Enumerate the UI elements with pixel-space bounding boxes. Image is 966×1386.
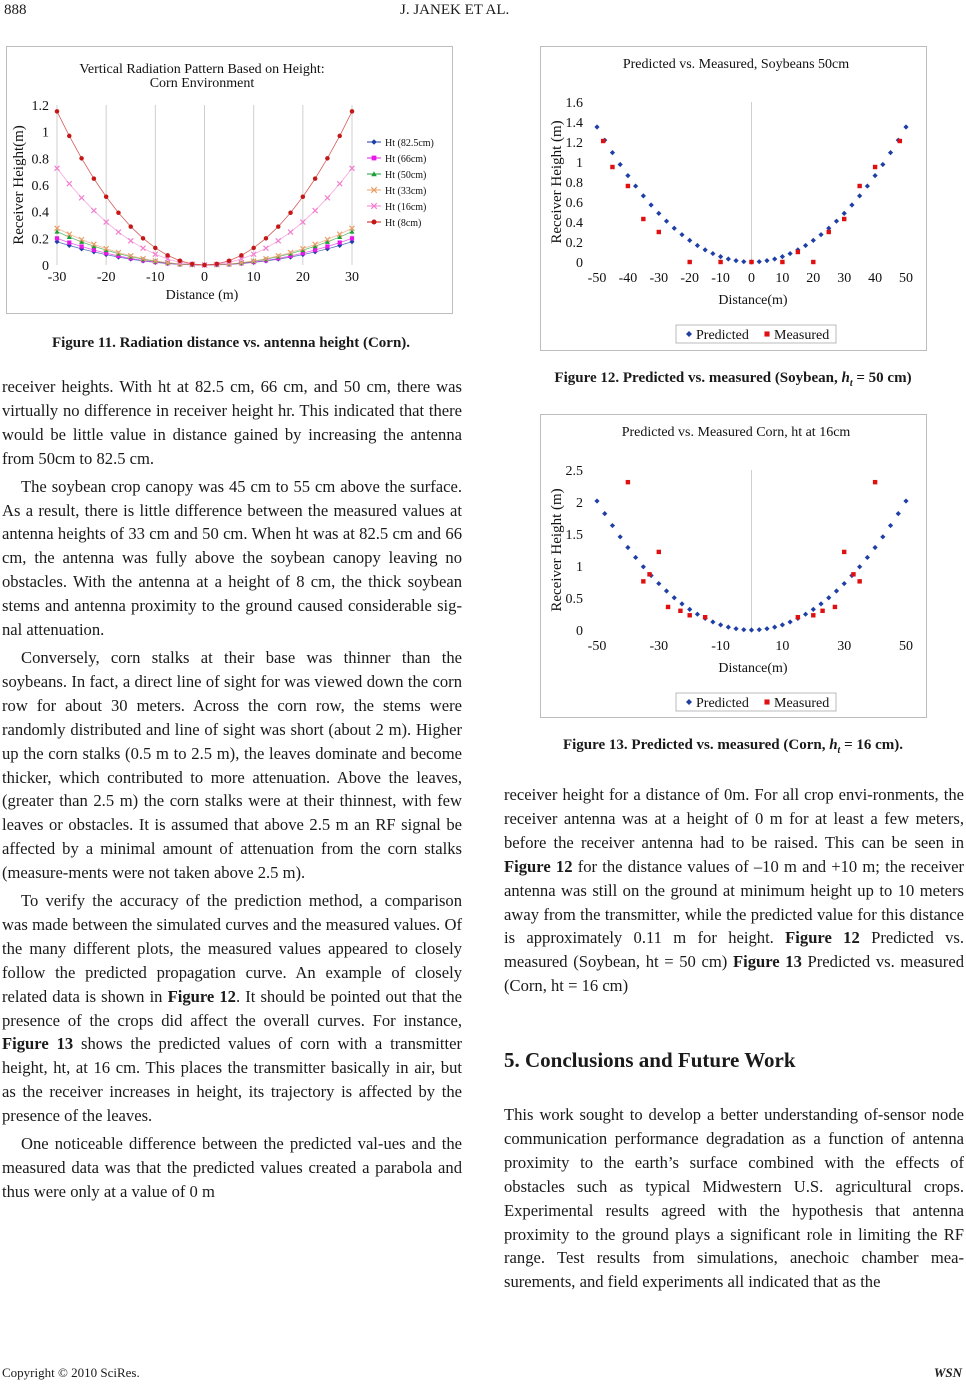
measured-point <box>780 260 784 264</box>
data-point <box>79 156 84 161</box>
data-point <box>190 262 195 267</box>
y-tick-label: 0 <box>576 624 583 639</box>
y-tick-label: 1.2 <box>565 136 583 151</box>
measured-point <box>796 250 800 254</box>
predicted-point <box>679 232 684 237</box>
legend-marker <box>371 139 377 145</box>
chart-title: Corn Environment <box>149 76 255 91</box>
legend-label: Ht (82.5cm) <box>385 138 434 149</box>
predicted-point <box>648 202 653 207</box>
data-point <box>276 224 281 229</box>
predicted-point <box>842 211 847 216</box>
right-column-2 <box>504 1103 964 1294</box>
predicted-point <box>602 511 607 516</box>
y-axis-label: Receiver Height(m) <box>11 125 27 245</box>
data-point <box>288 230 293 235</box>
predicted-point <box>888 150 893 155</box>
caption-var: h <box>829 737 838 753</box>
predicted-point <box>633 555 638 560</box>
x-tick-label: 30 <box>837 639 852 654</box>
measured-point <box>687 613 691 617</box>
paragraph: Conversely, corn stalks at their base was thinner than the soybeans. In fact, a direct line of sight for was viewed down the corn row for about 30 meters. Across the corn row, the stems were randomly distributed and line of sight was short (about 2 m). Higher up the corn stalks (0.5 m to 2.5 m), the leaves dominate and become thicker, which contributed to more attenuation. Above the leaves, (greater than 2.5 m) the corn stalks were at their thinnest, with few leaves or obstacles. It is assumed that above 2.5 m an RF signal be affected by a minimal amount of attenuation from the corn stalks (measure-ments were not taken above 2.5 m). <box>2 647 462 883</box>
data-point <box>67 134 72 139</box>
x-tick-label: 0 <box>201 270 208 285</box>
caption-text-end: = 16 cm). <box>840 737 904 753</box>
data-point <box>338 240 342 244</box>
caption-var: h <box>841 370 850 386</box>
measured-point <box>898 139 902 143</box>
predicted-point <box>757 627 762 632</box>
x-tick-label: 10 <box>775 639 790 654</box>
figure-12-chart <box>541 47 926 350</box>
predicted-point <box>780 622 785 627</box>
data-point <box>116 230 121 235</box>
paragraph <box>504 783 964 998</box>
predicted-point <box>865 555 870 560</box>
figure-ref[interactable]: Figure 12 <box>167 986 236 1006</box>
x-tick-label: -50 <box>587 271 607 286</box>
x-tick-label: 0 <box>748 271 755 286</box>
predicted-point <box>664 588 669 593</box>
predicted-point <box>880 534 885 539</box>
predicted-point <box>726 256 731 261</box>
y-tick-label: 0.6 <box>31 179 49 194</box>
caption-text-end: = 50 cm) <box>852 370 912 386</box>
data-point <box>79 195 84 200</box>
data-point <box>215 262 220 267</box>
data-point <box>91 208 96 213</box>
data-point <box>239 253 244 258</box>
x-tick-label: 50 <box>899 639 913 654</box>
measured-point <box>857 184 861 188</box>
measured-point <box>811 613 815 617</box>
figure-ref[interactable]: Figure 13 <box>2 1034 74 1054</box>
x-tick-label: -30 <box>47 270 67 285</box>
measured-point <box>820 609 824 613</box>
predicted-point <box>641 564 646 569</box>
paragraph: The soybean crop canopy was 45 cm to 55 cm above the surface. As a result, there is little difference between the measured values at antenna heights of 33 cm and 50 cm. When ht was at 82.5 cm and 66 cm, the antenna was fully above the soybean canopy leaving no obstacles. With the antenna at a height of 8 cm, the thick soybean stems and antenna proximity to the ground caused considerable sig-nal attenuation. <box>2 476 462 640</box>
data-point <box>263 246 268 251</box>
data-point <box>202 263 207 268</box>
data-point <box>350 236 354 240</box>
x-tick-label: -20 <box>96 270 116 285</box>
predicted-point <box>903 124 908 129</box>
figure-ref[interactable]: Figure 12 <box>504 856 573 876</box>
x-tick-label: 30 <box>345 270 359 285</box>
text-run: receiver height for a distance of 0m. For all crop envi-ronments, the receiver antenna was at a height of 0 m for at least a few meters, before the receiver antenna had to be raised. This can be seen in <box>504 785 964 852</box>
predicted-point <box>842 581 847 586</box>
x-tick-label: -30 <box>649 639 669 654</box>
y-tick-label: 0 <box>576 256 583 271</box>
caption-sub: t <box>837 745 841 756</box>
predicted-point <box>726 624 731 629</box>
x-axis-label: Distance(m) <box>718 661 788 676</box>
caption-text: Figure 13. Predicted vs. measured (Corn, <box>562 737 830 753</box>
legend-label: Measured <box>774 696 830 711</box>
legend-label: Ht (66cm) <box>385 154 427 165</box>
caption-sub: t <box>849 378 853 389</box>
measured-point <box>610 165 614 169</box>
predicted-point <box>656 211 661 216</box>
legend-marker <box>371 219 376 224</box>
figure-ref[interactable]: Figure 13 <box>732 952 802 972</box>
measured-point <box>857 579 861 583</box>
y-axis-label: Receiver Height (m) <box>549 488 565 612</box>
measured-point <box>601 139 605 143</box>
footer-copyright: Copyright © 2010 SciRes. <box>2 1365 140 1380</box>
predicted-point <box>695 612 700 617</box>
footer-journal: WSN <box>933 1365 962 1380</box>
predicted-point <box>873 545 878 550</box>
measured-point <box>827 230 831 234</box>
measured-point <box>657 230 661 234</box>
predicted-point <box>772 624 777 629</box>
data-point <box>313 208 318 213</box>
data-point <box>92 176 97 181</box>
paragraph: receiver heights. With ht at 82.5 cm, 66 cm, and 50 cm, there was virtually no difference in receiver height hr. This indicated that there would be little value in distance gained by increasing the antenna from 50cm to 82.5 cm. <box>2 377 462 468</box>
x-tick-label: 50 <box>899 271 913 286</box>
measured-point <box>641 579 645 583</box>
predicted-point <box>733 626 738 631</box>
y-tick-label: 0.8 <box>31 152 49 168</box>
predicted-point <box>594 498 599 503</box>
predicted-point <box>718 254 723 259</box>
data-point <box>337 181 342 186</box>
predicted-point <box>741 259 746 264</box>
predicted-point <box>695 243 700 248</box>
legend-label: Measured <box>774 328 830 343</box>
predicted-point <box>834 588 839 593</box>
predicted-point <box>857 564 862 569</box>
predicted-point <box>703 247 708 252</box>
figure-13-caption <box>500 737 966 756</box>
data-point <box>129 224 134 229</box>
data-point <box>251 246 256 251</box>
legend-marker <box>764 331 769 336</box>
data-point <box>313 176 318 181</box>
data-point <box>141 246 146 251</box>
measured-point <box>626 184 630 188</box>
measured-point <box>873 165 877 169</box>
text-run: . It should be pointed out that the presence of the crops did affect the overall curves. For instance, <box>2 986 463 1030</box>
y-tick-label: 0.4 <box>565 216 583 231</box>
measured-point <box>657 550 661 554</box>
predicted-point <box>625 173 630 178</box>
predicted-point <box>749 627 754 632</box>
predicted-point <box>618 534 623 539</box>
x-tick-label: 20 <box>806 271 821 286</box>
predicted-point <box>679 601 684 606</box>
chart-title: Vertical Radiation Pattern Based on Height: <box>79 62 325 77</box>
predicted-point <box>687 607 692 612</box>
x-tick-label: -10 <box>145 270 165 285</box>
data-point <box>325 244 329 248</box>
predicted-point <box>610 150 615 155</box>
predicted-point <box>788 251 793 256</box>
data-point <box>325 156 330 161</box>
x-tick-label: -50 <box>587 639 607 654</box>
data-point <box>67 240 71 244</box>
predicted-point <box>664 219 669 224</box>
data-point <box>276 238 281 243</box>
legend-marker <box>764 699 769 704</box>
text-run: Predicted vs. measured (Corn, ht = 16 cm) <box>504 952 964 996</box>
y-tick-label: 0.5 <box>565 592 583 607</box>
y-tick-label: 1.5 <box>565 528 583 543</box>
predicted-point <box>633 183 638 188</box>
paragraph: This work sought to develop a better understanding of-sensor node communication performance degradation as a function of antenna proximity to the earth’s surface combined with the effects of obstacles such as typical Midwestern U.S. agricultural crops. Experimental results agreed with the hypothesis that antenna proximity to the ground plays a significant role in limiting the RF range. Test results from simulations, anechoic chamber mea-surements, and field experiments all indicated that as the <box>504 1105 964 1292</box>
y-tick-label: 1 <box>576 156 583 171</box>
predicted-point <box>687 238 692 243</box>
data-point <box>104 194 109 199</box>
measured-point <box>626 480 630 484</box>
measured-point <box>873 480 877 484</box>
paragraph <box>2 889 462 1128</box>
predicted-point <box>896 511 901 516</box>
predicted-point <box>641 193 646 198</box>
measured-point <box>833 605 837 609</box>
x-axis-label: Distance (m) <box>165 288 239 303</box>
measured-point <box>811 260 815 264</box>
predicted-point <box>811 238 816 243</box>
figure-12-caption <box>500 370 966 389</box>
data-point <box>337 134 342 139</box>
data-point <box>165 253 170 258</box>
x-tick-label: 40 <box>868 271 883 286</box>
measured-point <box>851 572 855 576</box>
data-point <box>55 236 59 240</box>
data-point <box>92 248 96 252</box>
x-tick-label: 20 <box>295 270 310 285</box>
y-tick-label: 0.6 <box>565 196 583 211</box>
y-tick-label: 0.4 <box>31 205 49 221</box>
x-tick-label: 30 <box>837 271 852 286</box>
section-title: 5. Conclusions and Future Work <box>504 1048 796 1072</box>
legend-label: Ht (16cm) <box>385 202 427 213</box>
data-point <box>325 195 330 200</box>
y-tick-label: 1.6 <box>565 96 583 111</box>
y-tick-label: 2.5 <box>565 464 583 479</box>
figure-ref[interactable]: Figure 12 <box>785 928 860 948</box>
predicted-point <box>710 619 715 624</box>
measured-point <box>796 615 800 619</box>
chart-legend <box>676 325 836 343</box>
figure-13 <box>540 414 927 718</box>
data-point <box>116 210 121 215</box>
predicted-point <box>857 193 862 198</box>
predicted-point <box>718 622 723 627</box>
y-tick-label: 2 <box>576 496 583 511</box>
text-run: shows the predicted values of corn with a transmitter height, ht, at 16 cm. This places the transmitter basically in air, but as the receiver increases in height, its trajectory is affected by the presence of the leaves. <box>2 1034 462 1126</box>
figure-11 <box>6 46 453 314</box>
right-column <box>504 783 964 998</box>
y-tick-label: 0.2 <box>31 232 49 248</box>
y-tick-label: 0.8 <box>565 176 583 191</box>
predicted-point <box>888 523 893 528</box>
data-point <box>288 210 293 215</box>
chart-title: Predicted vs. Measured, Soybeans 50cm <box>622 57 850 72</box>
figure-12 <box>540 46 927 351</box>
predicted-point <box>803 612 808 617</box>
data-point <box>264 236 269 241</box>
data-point <box>313 248 317 252</box>
predicted-point <box>594 124 599 129</box>
data-point <box>153 246 158 251</box>
figure-11-caption: Figure 11. Radiation distance vs. antenna height (Corn). <box>51 335 411 351</box>
legend-label: Predicted <box>696 696 749 711</box>
y-tick-label: 1 <box>42 125 49 141</box>
predicted-point <box>849 202 854 207</box>
measured-point <box>641 217 645 221</box>
measured-point <box>749 260 753 264</box>
x-tick-label: -40 <box>618 271 638 286</box>
text-run: for the distance values of –10 m and +10 m; the receiver antenna was still on the ground at minimum height up to 10 meters away from the transmitter, while the predicted value for this distance is approximately 0.11 m for height. <box>504 856 964 948</box>
predicted-point <box>880 162 885 167</box>
page-number: 888 <box>4 2 27 18</box>
y-tick-label: 1 <box>576 560 583 575</box>
caption-text: Figure 12. Predicted vs. measured (Soybean, <box>554 370 842 386</box>
predicted-point <box>772 256 777 261</box>
measured-point <box>647 572 651 576</box>
measured-point <box>666 605 670 609</box>
predicted-point <box>733 258 738 263</box>
data-point <box>128 238 133 243</box>
predicted-point <box>826 595 831 600</box>
data-point <box>67 181 72 186</box>
legend-marker <box>372 156 377 161</box>
predicted-point <box>788 619 793 624</box>
predicted-point <box>672 226 677 231</box>
predicted-point <box>741 627 746 632</box>
predicted-point <box>656 581 661 586</box>
x-tick-label: -10 <box>711 639 730 654</box>
figure-13-chart <box>541 415 926 717</box>
left-column <box>2 375 462 1204</box>
predicted-point <box>818 232 823 237</box>
y-tick-label: 0.2 <box>565 236 583 251</box>
paragraph: One noticeable difference between the predicted val-ues and the measured data was that the predicted values created a parabola and thus were only at a value of 0 m <box>2 1134 462 1201</box>
x-tick-label: -30 <box>649 271 669 286</box>
measured-point <box>678 609 682 613</box>
predicted-point <box>865 183 870 188</box>
measured-point <box>687 260 691 264</box>
predicted-point <box>625 545 630 550</box>
y-tick-label: 1.4 <box>565 116 583 131</box>
data-point <box>79 244 83 248</box>
data-point <box>141 236 146 241</box>
legend-label: Ht (33cm) <box>385 186 427 197</box>
measured-point <box>842 550 846 554</box>
running-title: J. JANEK ET AL. <box>400 2 510 18</box>
predicted-point <box>610 523 615 528</box>
data-point <box>350 109 355 114</box>
y-tick-label: 1.2 <box>31 99 49 114</box>
chart-title: Predicted vs. Measured Corn, ht at 16cm <box>621 425 851 440</box>
legend-label: Predicted <box>696 328 749 343</box>
predicted-point <box>757 259 762 264</box>
predicted-point <box>818 601 823 606</box>
predicted-point <box>672 595 677 600</box>
y-tick-label: 0 <box>42 259 49 274</box>
x-tick-label: 10 <box>775 271 790 286</box>
x-tick-label: -20 <box>680 271 700 286</box>
text-run: To verify the accuracy of the prediction method, a comparison was made between the simulated curves and the measured values. Of the many different plots, the measured values appeared to closely follow the predicted propagation curve. An example of closely related data is shown in <box>2 891 462 1006</box>
measured-point <box>703 615 707 619</box>
measured-point <box>842 217 846 221</box>
predicted-point <box>764 258 769 263</box>
data-point <box>227 258 232 263</box>
x-tick-label: 10 <box>246 270 261 285</box>
x-tick-label: -10 <box>711 271 730 286</box>
predicted-point <box>710 251 715 256</box>
predicted-point <box>618 162 623 167</box>
predicted-point <box>834 219 839 224</box>
y-axis-label: Receiver Height (m) <box>549 120 565 244</box>
predicted-point <box>764 626 769 631</box>
figure-11-chart <box>7 47 452 313</box>
data-point <box>301 194 306 199</box>
data-point <box>55 109 60 114</box>
x-axis-label: Distance(m) <box>718 293 788 308</box>
predicted-point <box>780 254 785 259</box>
predicted-point <box>811 607 816 612</box>
predicted-point <box>803 243 808 248</box>
chart-legend <box>676 693 836 711</box>
data-point <box>178 258 183 263</box>
text-run: Predicted vs. measured (Soybean, ht = 50 cm) <box>504 928 964 972</box>
predicted-point <box>903 498 908 503</box>
legend-label: Ht (8cm) <box>385 218 422 229</box>
measured-point <box>718 260 722 264</box>
legend-label: Ht (50cm) <box>385 170 427 181</box>
predicted-point <box>873 173 878 178</box>
